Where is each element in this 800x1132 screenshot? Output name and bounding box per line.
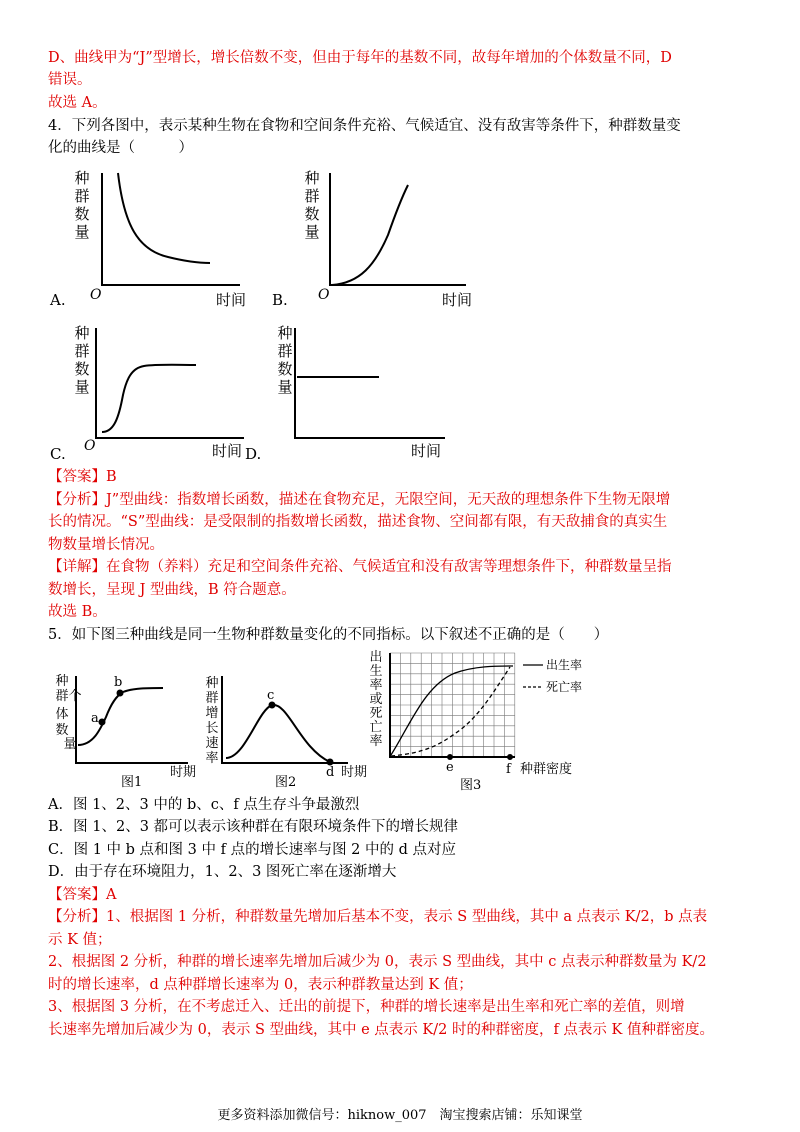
svg-text:率: 率 — [369, 734, 383, 749]
analysis-line: 长速率先增加后减少为 0，表示 S 型曲线，其中 e 点表示 K/2 时的种群密度，f 点表示 K 值种群密度。 — [48, 1022, 714, 1038]
svg-text:种: 种 — [304, 169, 320, 187]
axes — [102, 173, 240, 285]
svg-text:死亡率: 死亡率 — [546, 680, 583, 694]
answer-line: 【答案】A — [48, 887, 117, 903]
svg-text:出: 出 — [369, 650, 383, 665]
y-axis-label — [55, 674, 81, 752]
svg-text:数: 数 — [55, 723, 69, 738]
s-curve — [102, 365, 196, 432]
q5-figure-1 — [48, 650, 208, 794]
j-curve — [332, 185, 408, 285]
selection-line: 故选 B。 — [48, 604, 107, 620]
x-axis-label: 时间 — [216, 291, 247, 309]
svg-text:体: 体 — [55, 707, 69, 722]
legend — [523, 657, 582, 694]
point-f — [507, 754, 513, 760]
svg-text:群: 群 — [277, 342, 293, 360]
svg-text:数: 数 — [277, 360, 293, 378]
y-axis-label — [74, 169, 89, 241]
option-b: B．图 1、2、3 都可以表示该种群在有限环境条件下的增长规律 — [48, 819, 459, 835]
svg-text:群: 群 — [55, 689, 69, 704]
option-a: A．图 1、2、3 中的 b、c、f 点生存斗争最激烈 — [48, 797, 360, 813]
q4-chart-a — [48, 165, 248, 314]
x-axis-label: 种群密度 — [520, 762, 573, 777]
point-label: d — [326, 765, 335, 780]
analysis-line: 示 K 值； — [48, 932, 112, 948]
svg-text:或: 或 — [369, 692, 383, 707]
svg-text:数: 数 — [74, 360, 90, 378]
point-b — [117, 690, 124, 697]
detail-line: 数增长，呈现 J 型曲线，B 符合题意。 — [48, 582, 296, 598]
analysis-line: 3、根据图 3 分析，在不考虑迁入、迁出的前提下，种群的增长速率是出生率和死亡率的差值，则增 — [48, 999, 685, 1015]
svg-text:死: 死 — [369, 706, 383, 721]
axes — [96, 328, 244, 438]
point-label: b — [114, 675, 123, 690]
answer-line: 【答案】B — [48, 469, 117, 485]
q4-chart-c — [48, 320, 248, 469]
q4-chart-d — [245, 320, 455, 469]
svg-text:量: 量 — [63, 737, 77, 752]
option-label: B. — [272, 291, 288, 309]
origin-label: O — [84, 438, 96, 454]
svg-text:群: 群 — [205, 691, 219, 706]
option-c: C．图 1 中 b 点和图 3 中 f 点的增长速率与图 2 中的 d 点对应 — [48, 842, 457, 858]
figure-caption: 图2 — [275, 775, 297, 790]
analysis-line: 长的情况。“S”型曲线：是受限制的指数增长函数，描述食物、空间都有限，有天敌捕食的真实生 — [48, 514, 668, 530]
axes — [330, 173, 466, 285]
q4-chart-b — [270, 165, 473, 314]
x-axis-label: 时期 — [341, 765, 368, 780]
option-label: C. — [50, 445, 66, 463]
death-rate-curve — [391, 667, 510, 756]
svg-text:数: 数 — [304, 205, 320, 223]
svg-text:增: 增 — [205, 706, 219, 721]
svg-text:量: 量 — [74, 378, 90, 396]
question-5-line: 5．如下图三种曲线是同一生物种群数量变化的不同指标。以下叙述不正确的是（ ） — [48, 627, 609, 643]
point-label: e — [446, 760, 454, 775]
svg-text:亡: 亡 — [369, 720, 383, 735]
text-line: 错误。 — [48, 72, 92, 88]
svg-text:量: 量 — [304, 223, 320, 241]
y-axis-label — [205, 676, 218, 766]
analysis-line: 2、根据图 2 分析，种群的增长速率先增加后减少为 0，表示 S 型曲线，其中 c 点表示种群数量为 K/2 — [48, 954, 707, 970]
svg-text:出生率: 出生率 — [546, 658, 583, 672]
axes — [295, 328, 445, 438]
svg-text:量: 量 — [277, 378, 293, 396]
svg-text:群: 群 — [304, 187, 320, 205]
q5-figure-3 — [365, 645, 625, 797]
x-axis-label: 时期 — [170, 765, 197, 780]
origin-label: O — [318, 287, 330, 303]
birth-rate-curve — [391, 666, 513, 755]
decline-curve — [118, 173, 210, 263]
analysis-line: 【分析】J”型曲线：指数增长函数，描述在食物充足，无限空间，无天敌的理想条件下生物无限增 — [48, 492, 671, 508]
point-label: a — [91, 711, 99, 726]
svg-text:数: 数 — [74, 205, 90, 223]
text-line: 故选 A。 — [48, 95, 107, 111]
analysis-line: 【分析】1、根据图 1 分析，种群数量先增加后基本不变，表示 S 型曲线，其中 a 点表示 K/2，b 点表 — [48, 909, 708, 925]
analysis-line: 时的增长速率，d 点种群增长速率为 0，表示种群教量达到 K 值； — [48, 977, 473, 993]
text-line: D、曲线甲为“J”型增长，增长倍数不变，但由于每年的基数不同，故每年增加的个体数量不同，D — [48, 50, 672, 66]
question-4-line: 4．下列各图中，表示某种生物在食物和空间条件充裕、气候适宜、没有敌害等条件下，种群数量变 — [48, 118, 681, 134]
x-axis-label: 时间 — [442, 291, 473, 309]
page-footer: 更多资料添加微信号：hiknow_007 淘宝搜索店铺：乐知课堂 — [217, 1108, 583, 1123]
grid — [390, 653, 515, 757]
origin-label: O — [90, 287, 102, 303]
bell-curve — [226, 705, 330, 762]
svg-text:生: 生 — [369, 664, 383, 679]
option-d: D．由于存在环境阻力，1、2、3 图死亡率在逐渐增大 — [48, 864, 397, 880]
point-a — [99, 719, 106, 726]
svg-text:长: 长 — [205, 721, 219, 736]
svg-text:种: 种 — [74, 324, 90, 342]
svg-text:群: 群 — [74, 187, 90, 205]
svg-text:量: 量 — [74, 223, 90, 241]
point-label: f — [506, 762, 511, 777]
svg-text:率: 率 — [205, 751, 219, 766]
detail-line: 【详解】在食物（养料）充足和空间条件充裕、气候适宜和没有敌害等理想条件下，种群数量呈指 — [48, 559, 672, 575]
svg-text:率: 率 — [369, 678, 383, 693]
svg-text:个: 个 — [68, 689, 82, 704]
option-label: A. — [50, 291, 66, 309]
svg-text:种: 种 — [205, 676, 219, 691]
figure-caption: 图3 — [460, 778, 482, 793]
analysis-line: 物数量增长情况。 — [48, 537, 164, 553]
svg-text:种: 种 — [277, 324, 293, 342]
svg-text:群: 群 — [74, 342, 90, 360]
svg-text:种: 种 — [55, 674, 69, 689]
q5-figure-2 — [200, 650, 383, 794]
question-4-line: 化的曲线是（ ） — [48, 140, 193, 156]
svg-text:种: 种 — [74, 169, 90, 187]
figure-caption: 图1 — [121, 775, 143, 790]
y-axis-label — [304, 169, 319, 241]
y-axis-label — [74, 324, 89, 396]
option-label: D. — [245, 445, 262, 463]
point-label: c — [267, 688, 275, 703]
y-axis-label — [277, 324, 292, 396]
x-axis-label: 时间 — [411, 442, 442, 460]
y-axis-label — [369, 649, 382, 749]
svg-text:速: 速 — [205, 736, 219, 751]
x-axis-label: 时间 — [212, 442, 243, 460]
